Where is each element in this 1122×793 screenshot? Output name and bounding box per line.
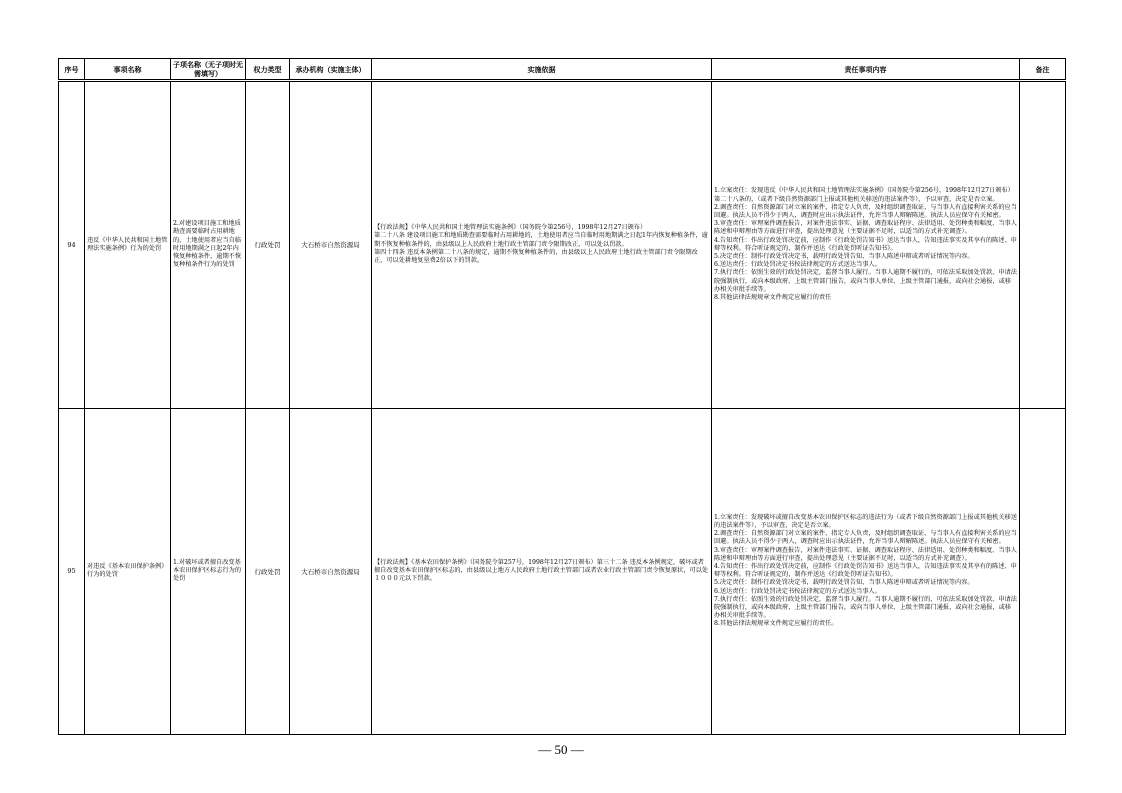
- header-note: 备注: [1020, 59, 1066, 81]
- cell-note: [1020, 408, 1066, 735]
- cell-power-type: 行政处罚: [246, 81, 290, 409]
- cell-responsibility: 1.立案责任：发现破坏或擅自改变基本农田保护区标志的违法行为（或者下级自然资源部门上报或其他机关移送的违法案件等），予以审查，决定是否立案。 2.调查责任：自然资源部门对立案的案件，指定专人负责，及时组织调查取证，与当事人有直接利害关系的应当回避。执法人员不得少于两人，调查时应出示执法证件，允许当事人辩解陈述。执法人员应保守有关秘密。 3.审查责任：审理案件调查报告，对案件违法事实、证据、调查取证程序、法律适用、处罚种类和幅度、当事人陈述和申辩理由等方面进行审查，提出处理意见（主要证据不足时，以适当的方式补充调查）。 4.告知责任：作出行政处罚决定前，应制作《行政处罚告知书》送达当事人，告知违法事实及其享有的陈述、申辩等权利。符合听证规定的，制作并送达《行政处罚听证告知书》。 5.决定责任：制作行政处罚决定书，载明行政处罚告知、当事人陈述申辩或者听证情况等内容。 6.送达责任：行政处罚决定书按法律规定的方式送达当事人。 7.执行责任：依照生效的行政处罚决定，监督当事人履行。当事人逾期不履行的，可依法采取加处罚款、申请法院强制执行，或向本级政府、上级主管部门报告，或向当事人单位、上级主管部门通报，或向社会通报，或移办相关审批手续等。 8.其他法律法规规章文件规定应履行的责任。: [712, 408, 1020, 735]
- header-responsibility: 责任事项内容: [712, 59, 1020, 81]
- header-organization: 承办机构（实施主体）: [290, 59, 372, 81]
- table-row: [59, 408, 1066, 735]
- cell-sub-item: 2.对建设项目施工和地质勘查需要临时占用耕地的，土地使用者应当自临时用地期满之日起2年内恢复种植条件，逾期不恢复种植条件行为的处罚: [171, 81, 246, 409]
- cell-seq: 95: [59, 408, 85, 735]
- header-seq: 序号: [59, 59, 85, 81]
- header-item-name: 事项名称: [85, 59, 171, 81]
- cell-organization: 大石桥市自然资源局: [290, 408, 372, 735]
- cell-seq: 94: [59, 81, 85, 409]
- cell-power-type: 行政处罚: [246, 408, 290, 735]
- cell-sub-item: 1.对破坏或者擅自改变基本农田保护区标志行为的处罚: [171, 408, 246, 735]
- cell-legal-basis: 【行政法规】《基本农田保护条例》（国务院令第257号，1998年12月27日颁布）第三十二条 违反本条例规定，破坏或者擅自改变基本农田保护区标志的，由县级以上地方人民政府土地行政主管部门或者农业行政主管部门责令恢复原状，可以处１０００元以下罚款。: [372, 408, 712, 735]
- page-number: — 50 —: [538, 742, 584, 757]
- cell-note: [1020, 81, 1066, 409]
- cell-organization: 大石桥市自然资源局: [290, 81, 372, 409]
- header-row: [59, 59, 1066, 81]
- cell-item-name: 对违反《基本农田保护条例》行为的处罚: [85, 408, 171, 735]
- header-power-type: 权力类型: [246, 59, 290, 81]
- header-sub-item: 子项名称（无子项时无需填写）: [171, 59, 246, 81]
- power-list-table: [58, 58, 1066, 735]
- cell-legal-basis: 【行政法规】《中华人民共和国土地管理法实施条例》（国务院令第256号，1998年12月27日颁布） 第二十八条 建设项目施工和地质勘查需要临时占用耕地的，土地使用者应当自临时用地期满之日起1年内恢复种植条件，逾期不恢复种植条件的，由县级以上人民政府土地行政主管部门责令限期改正，可以处以罚款。 第四十四条 违反本条例第二十八条的规定，逾期不恢复种植条件的，由县级以上人民政府土地行政主管部门责令限期改正，可以处耕地复垦费2倍以下的罚款。: [372, 81, 712, 409]
- table-row: [59, 81, 1066, 409]
- cell-responsibility: 1.立案责任：发现违反《中华人民共和国土地管理法实施条例》（国务院令第256号，1998年12月27日颁布） 第二十八条的，（或者下级自然资源部门上报或其他机关移送的违法案件等），予以审查，决定是否立案。 2.调查责任：自然资源部门对立案的案件，指定专人负责，及时组织调查取证，与当事人有直接利害关系的应当回避。执法人员不得少于两人，调查时应出示执法证件，允许当事人辩解陈述。执法人员应保守有关秘密。 3.审查责任：审理案件调查报告，对案件违法事实、证据、调查取证程序、法律适用、处罚种类和幅度、当事人陈述和申辩理由等方面进行审查，提出处理意见（主要证据不足时，以适当的方式补充调查）。 4.告知责任：作出行政处罚决定前，应制作《行政处罚告知书》送达当事人，告知违法事实及其享有的陈述、申辩等权利。符合听证规定的，制作并送达《行政处罚听证告知书》。 5.决定责任：制作行政处罚决定书，载明行政处罚告知、当事人陈述申辩或者听证情况等内容。 6.送达责任：行政处罚决定书按法律规定的方式送达当事人。 7.执行责任：依照生效的行政处罚决定，监督当事人履行。当事人逾期不履行的，可依法采取加处罚款、申请法院强制执行，或向本级政府、上级主管部门报告，或向当事人单位、上级主管部门通报，或向社会通报，或移办相关审批手续等。 8.其他法律法规规章文件规定应履行的责任: [712, 81, 1020, 409]
- cell-item-name: 违反《中华人民共和国土地管理法实施条例》行为的处罚: [85, 81, 171, 409]
- header-legal-basis: 实施依据: [372, 59, 712, 81]
